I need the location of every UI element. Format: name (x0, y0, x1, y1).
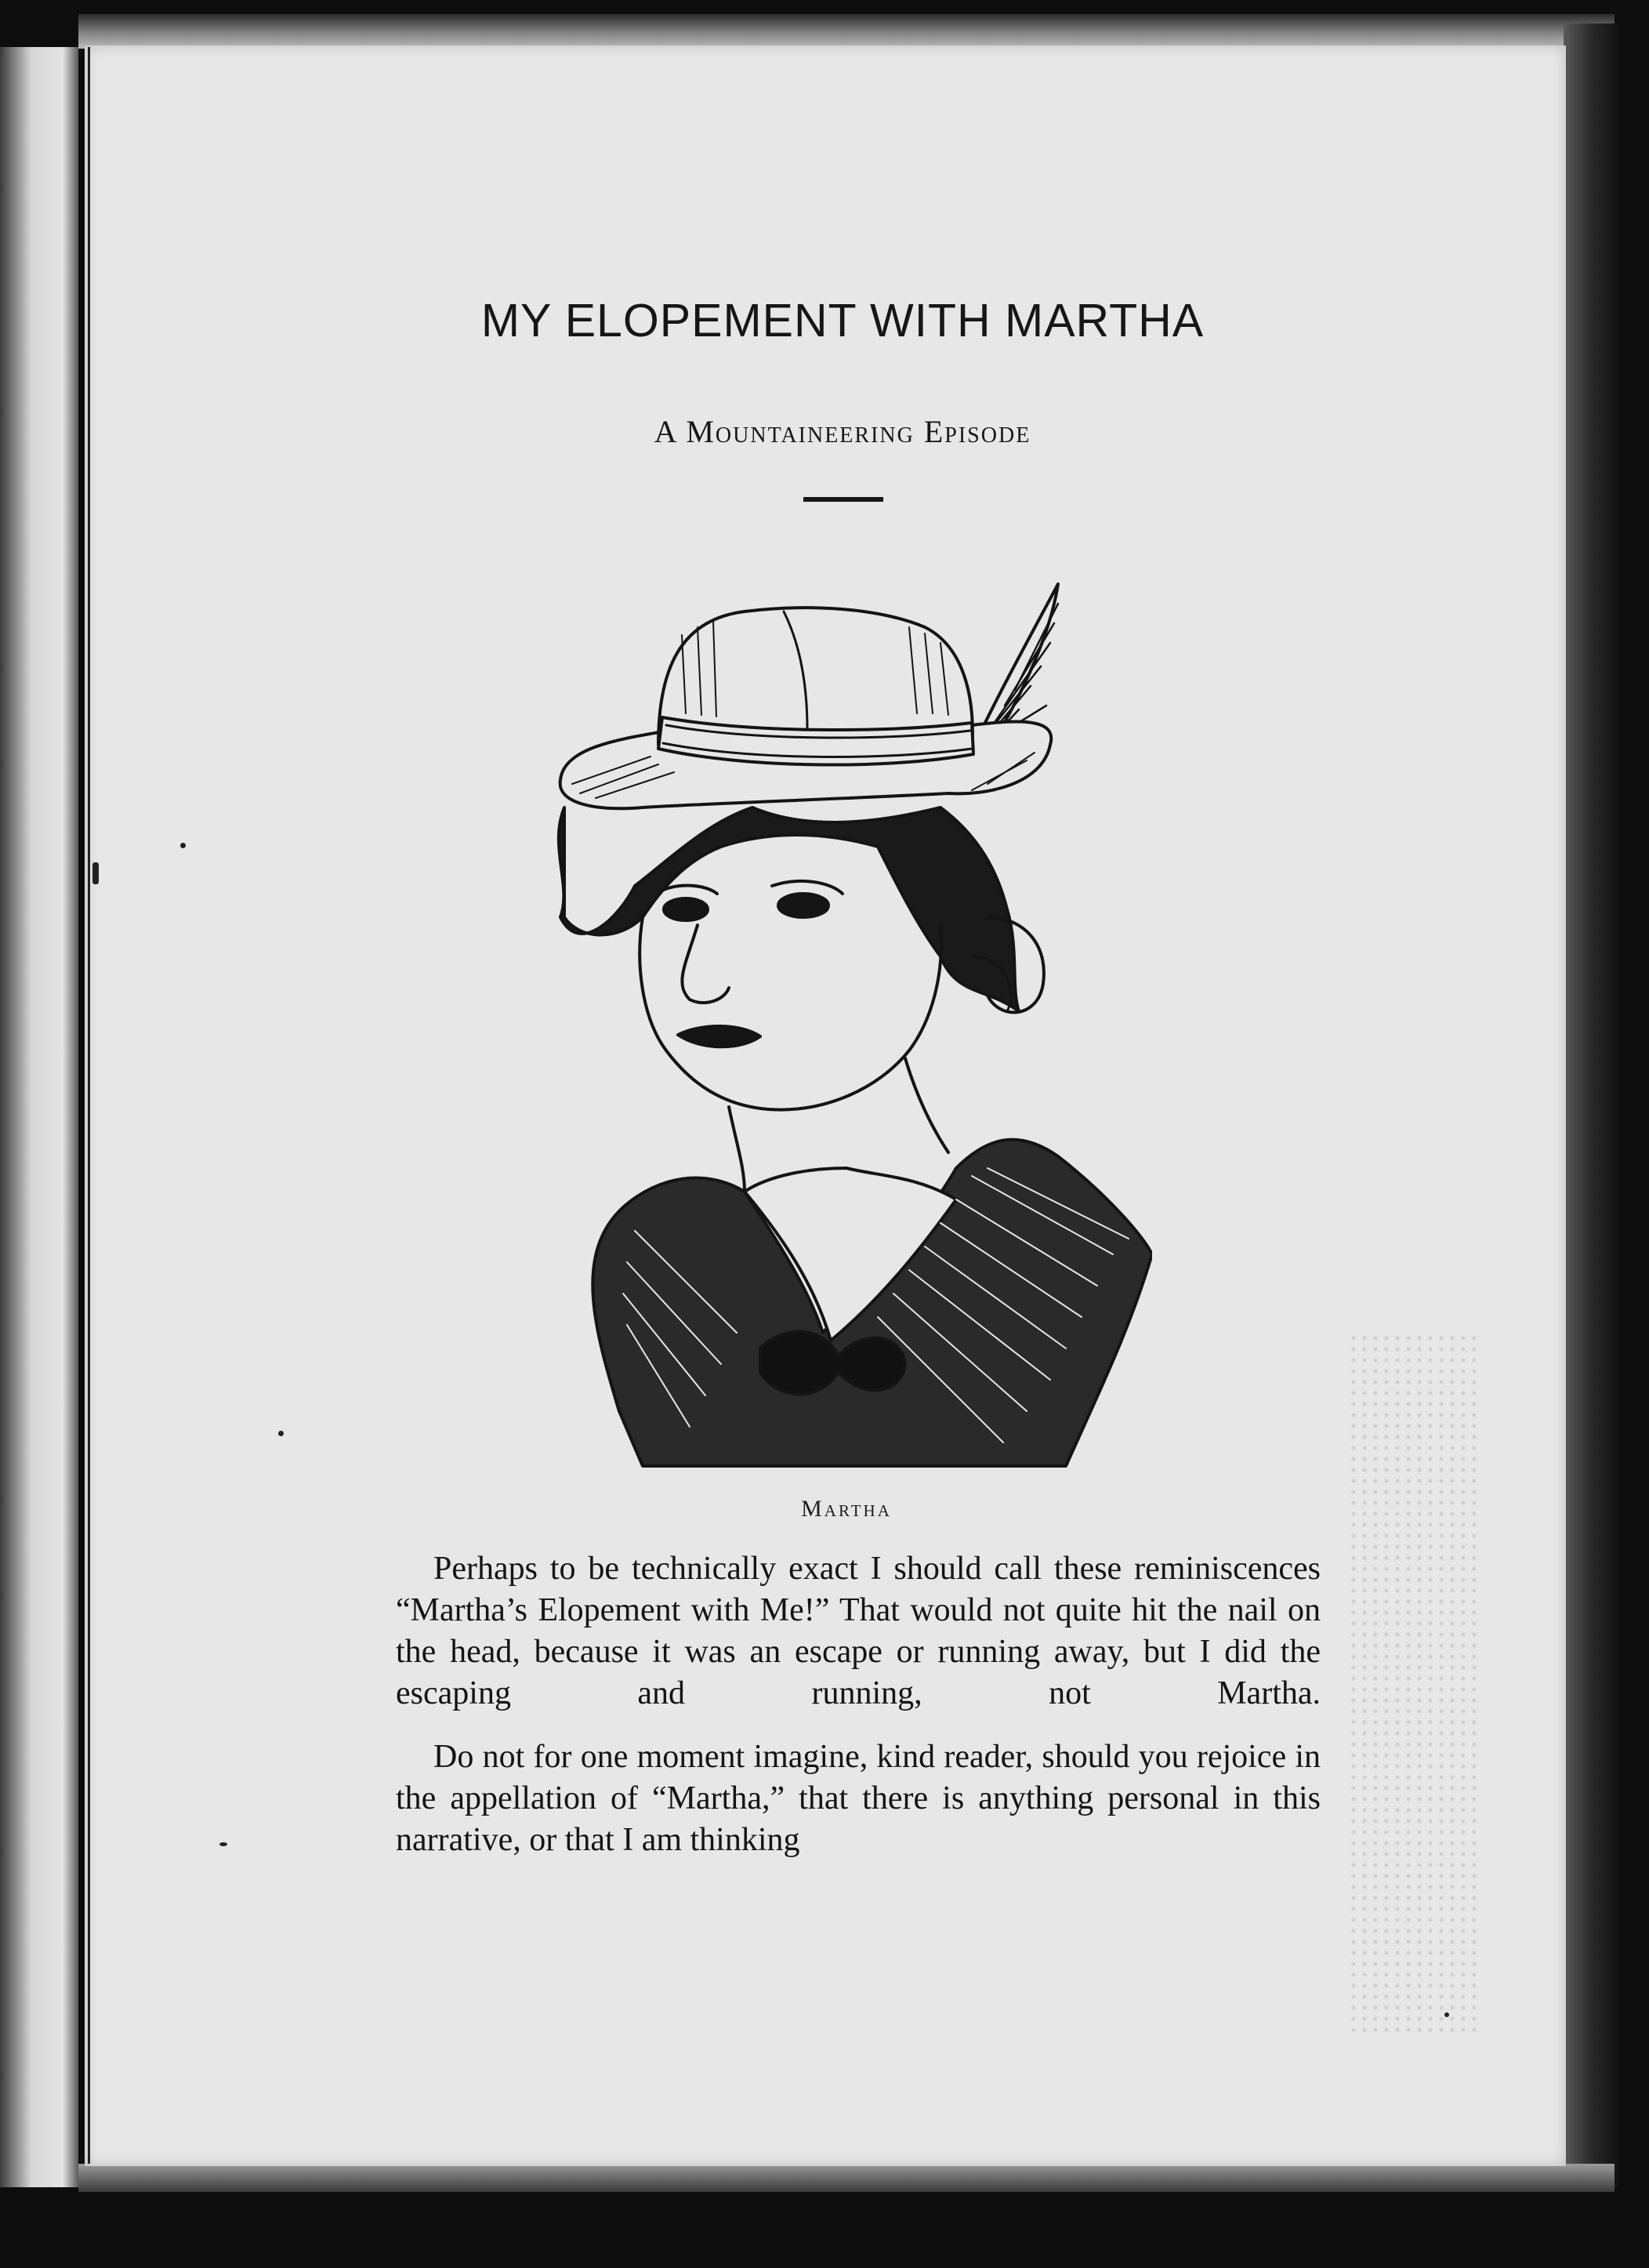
left-eye (664, 898, 708, 920)
martha-illustration (549, 549, 1152, 1474)
page-title: MY ELOPEMENT WITH MARTHA (480, 295, 1205, 347)
scan-speck (92, 862, 99, 884)
mouth (678, 1026, 760, 1047)
book-top-edge (78, 14, 1615, 49)
gutter-line (88, 47, 90, 2164)
face-outline (640, 917, 941, 1110)
bleed-dots (1348, 1333, 1481, 2038)
right-eye (778, 894, 828, 917)
book-left-spine (0, 47, 78, 2187)
title-rule (803, 497, 883, 502)
scan-speck (278, 1431, 284, 1436)
paragraph-1: Perhaps to be technically exact I should call these reminiscences “Martha’s Elopement with Me!” That would not quite hit the nail on the head, because it was an escape or running away, but I did the escaping and running, not Martha. (396, 1551, 1321, 1711)
illustration-caption: Martha (801, 1496, 892, 1522)
scan-speck (180, 843, 186, 848)
scan-speck (219, 1842, 227, 1846)
paragraph-2: Do not for one moment imagine, kind reader, should you rejoice in the appellation of “Martha,” that there is anything personal in this narrative, or that I am thinking (396, 1739, 1321, 1858)
book-bottom-edge (78, 2164, 1615, 2192)
book-right-board (1564, 24, 1618, 2187)
page-subtitle: A Mountaineering Episode (654, 414, 1031, 449)
body-text (396, 1548, 1321, 1883)
